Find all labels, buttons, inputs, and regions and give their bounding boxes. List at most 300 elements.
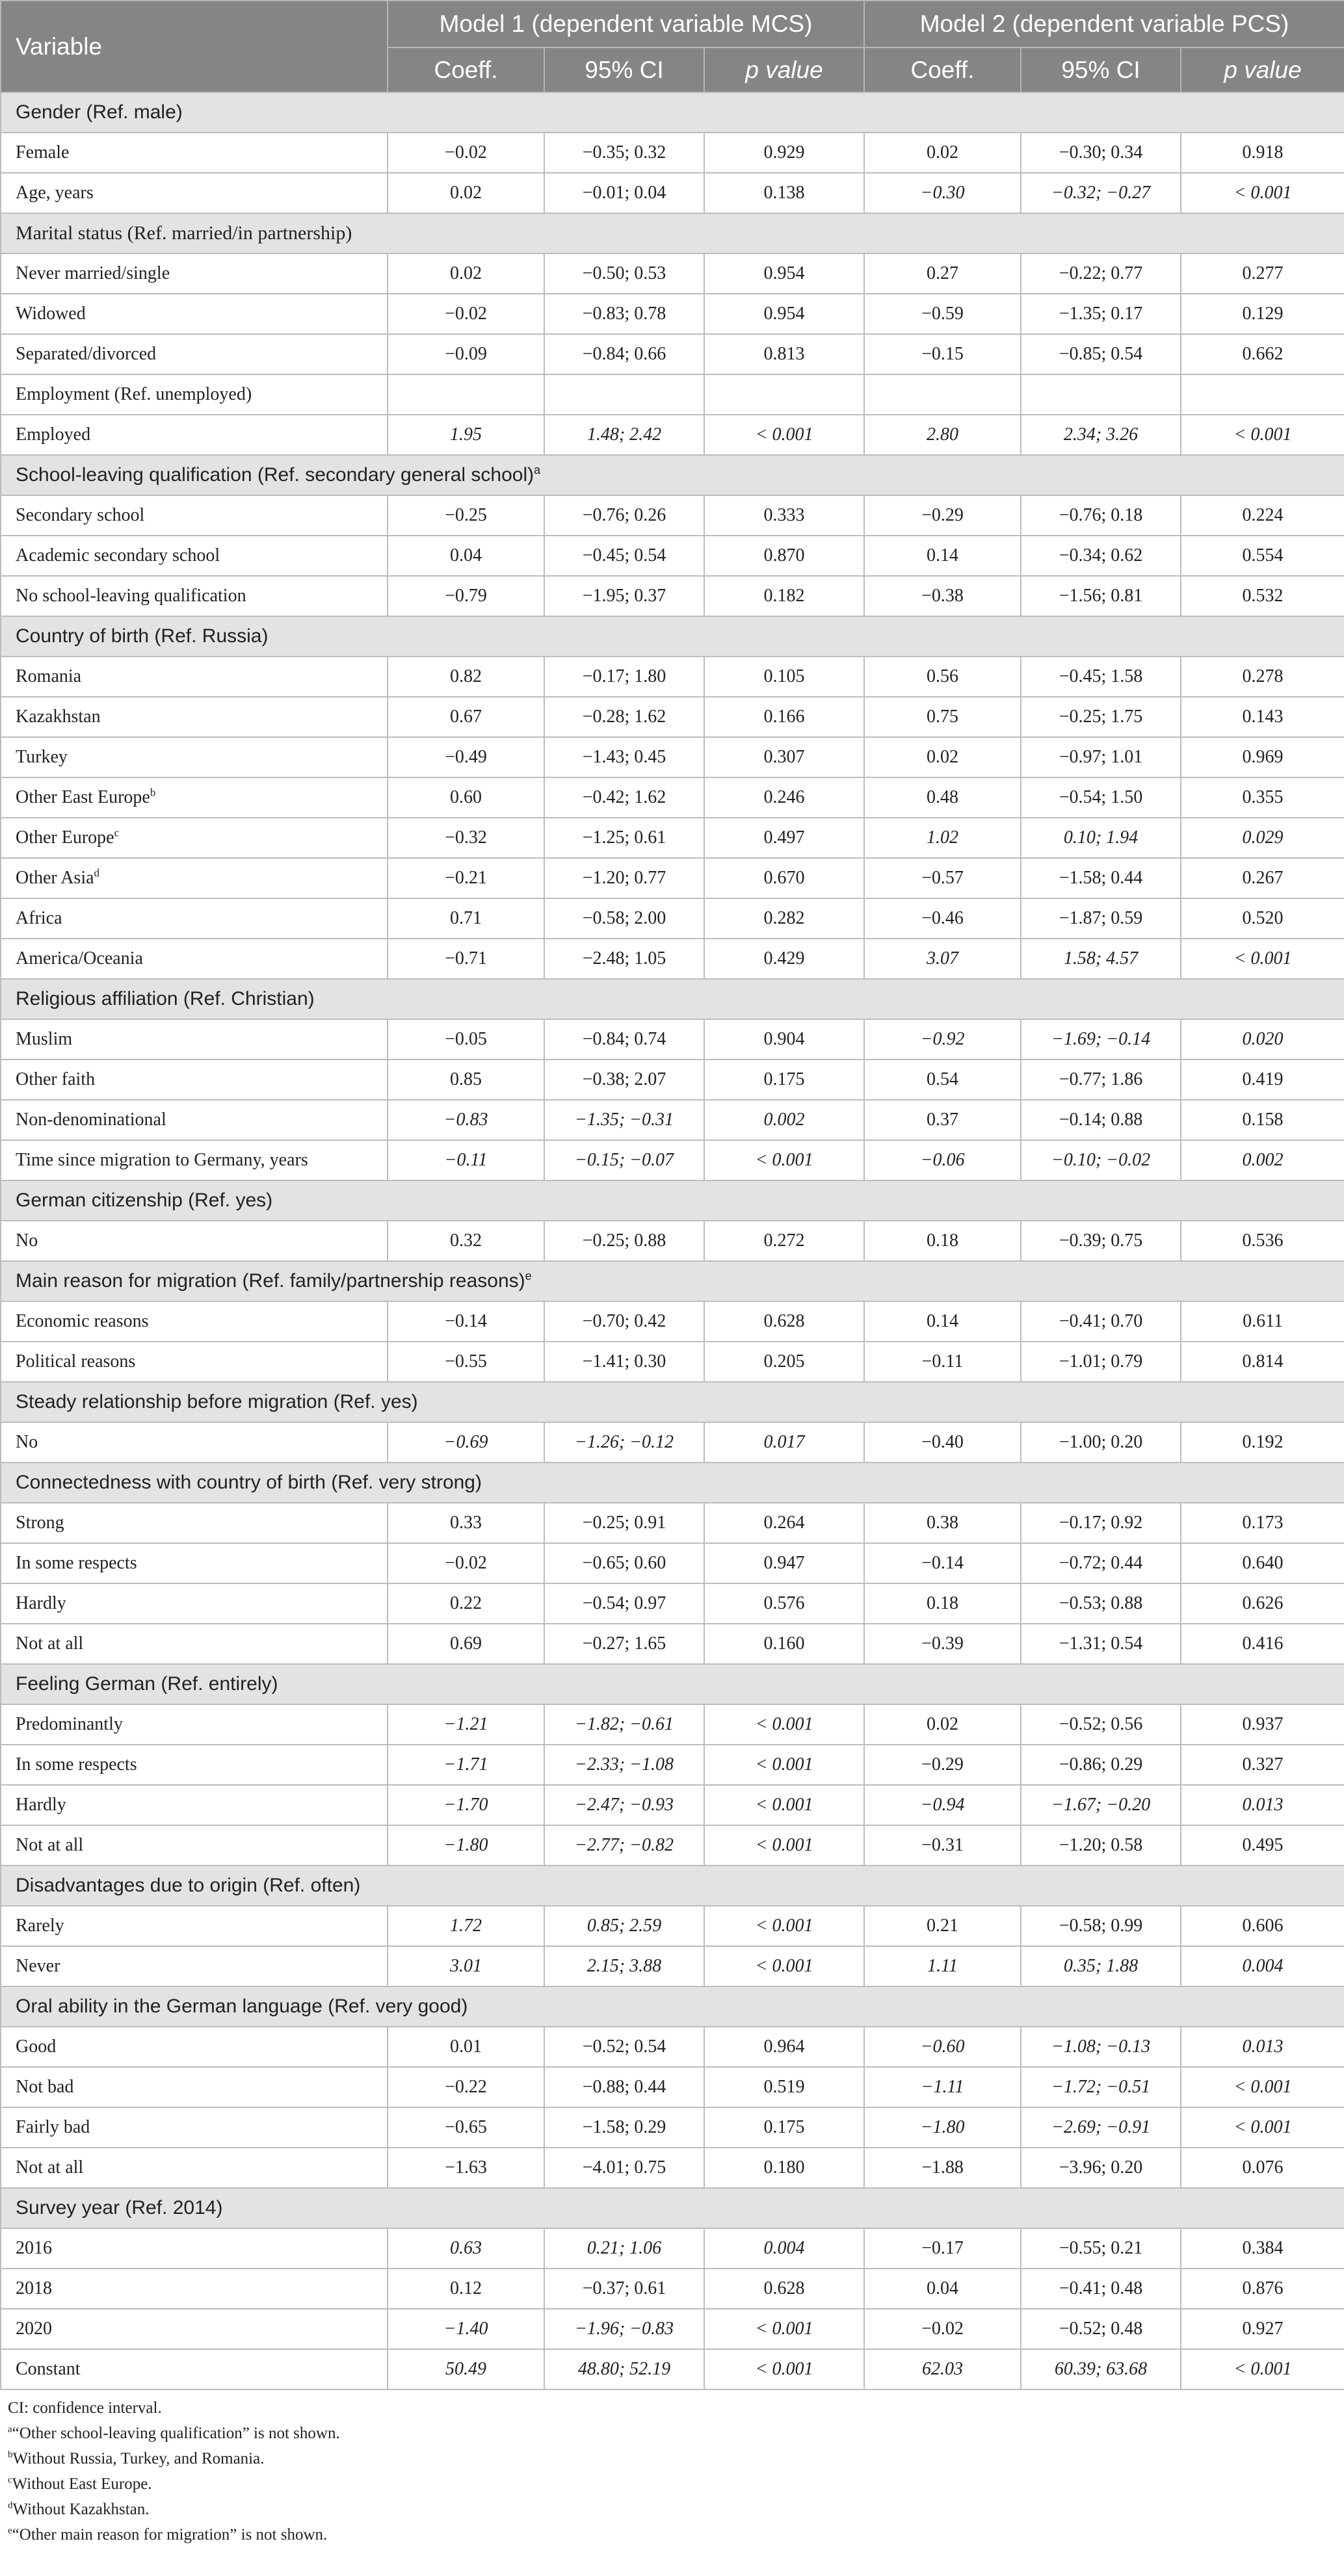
model1-p-cell: < 0.001	[704, 1745, 864, 1785]
model2-coeff-cell: 0.27	[864, 254, 1021, 294]
row-label-text: Employment (Ref. unemployed)	[16, 384, 252, 404]
model2-coeff-cell: −1.11	[864, 2067, 1021, 2107]
model2-p-cell: 0.384	[1181, 2228, 1344, 2269]
row-label	[1, 1342, 388, 1382]
model2-ci-cell: −1.08; −0.13	[1021, 2027, 1181, 2067]
model2-p-cell: 0.020	[1181, 1019, 1344, 1060]
row-label-text: Widowed	[16, 304, 86, 324]
row-label-text: Other East Europe	[16, 787, 150, 807]
model2-ci-cell: −0.76; 0.18	[1021, 495, 1181, 536]
row-label-text: Secondary school	[16, 505, 145, 525]
model1-ci-cell: −1.41; 0.30	[544, 1342, 704, 1382]
row-label	[1, 2148, 388, 2188]
table-row	[1, 2027, 1344, 2067]
model1-p-cell: < 0.001	[704, 1140, 864, 1180]
section-label	[1, 1382, 1344, 1422]
row-label-text: In some respects	[16, 1754, 137, 1775]
row-label	[1, 1906, 388, 1946]
section-label-text: Country of birth (Ref. Russia)	[16, 625, 269, 647]
model2-ci-cell: −0.32; −0.27	[1021, 173, 1181, 213]
model2-ci-cell: −0.52; 0.56	[1021, 1704, 1181, 1745]
model2-p-cell: 0.640	[1181, 1543, 1344, 1583]
table-row	[1, 1221, 1344, 1261]
row-label-text: Other faith	[16, 1069, 96, 1089]
model2-coeff-cell: 0.14	[864, 536, 1021, 576]
model1-coeff-cell: −1.21	[388, 1704, 544, 1745]
model1-ci-cell: −0.88; 0.44	[544, 2067, 704, 2107]
model2-ci-cell: −1.56; 0.81	[1021, 576, 1181, 616]
model1-p-cell: 0.929	[704, 133, 864, 173]
model1-ci-header: 95% CI	[544, 47, 704, 92]
model1-coeff-cell: −0.05	[388, 1019, 544, 1060]
section-row	[1, 1180, 1344, 1221]
model1-ci-cell: −0.84; 0.66	[544, 334, 704, 374]
model1-coeff-cell: −0.83	[388, 1100, 544, 1140]
model2-coeff-cell: 0.18	[864, 1221, 1021, 1261]
table-body	[1, 92, 1344, 2389]
model2-ci-cell: 0.10; 1.94	[1021, 818, 1181, 858]
model1-ci-cell: −1.20; 0.77	[544, 858, 704, 898]
model2-ci-cell: −0.14; 0.88	[1021, 1100, 1181, 1140]
model2-p-cell: 0.662	[1181, 334, 1344, 374]
row-label	[1, 495, 388, 536]
model1-p-cell: 0.429	[704, 939, 864, 979]
model2-coeff-cell: 0.75	[864, 697, 1021, 737]
model2-p-cell: 0.327	[1181, 1745, 1344, 1785]
model1-p-cell: 0.175	[704, 2107, 864, 2148]
model1-p-cell: 0.105	[704, 657, 864, 697]
footnote-text: Without East Europe.	[12, 2475, 152, 2493]
table-row	[1, 294, 1344, 334]
model2-coeff-cell: −0.57	[864, 858, 1021, 898]
model2-p-cell: < 0.001	[1181, 415, 1344, 455]
table-row	[1, 334, 1344, 374]
row-label	[1, 173, 388, 213]
model2-coeff-cell: 0.37	[864, 1100, 1021, 1140]
model2-p-cell: 0.355	[1181, 777, 1344, 818]
model1-p-header: p value	[704, 47, 864, 92]
row-label	[1, 1583, 388, 1624]
table-row	[1, 1060, 1344, 1100]
model2-coeff-cell: −0.11	[864, 1342, 1021, 1382]
model1-coeff-cell: −0.71	[388, 939, 544, 979]
model2-p-cell: 0.536	[1181, 1221, 1344, 1261]
table-row	[1, 1019, 1344, 1060]
model1-ci-cell: −1.58; 0.29	[544, 2107, 704, 2148]
model1-coeff-cell: −0.02	[388, 294, 544, 334]
model1-coeff-cell: −0.11	[388, 1140, 544, 1180]
section-row	[1, 2188, 1344, 2228]
table-row	[1, 1906, 1344, 1946]
model1-p-cell: 0.160	[704, 1624, 864, 1664]
table-row	[1, 415, 1344, 455]
table-row	[1, 2269, 1344, 2309]
model2-coeff-cell: 62.03	[864, 2349, 1021, 2389]
model1-coeff-cell: 0.22	[388, 1583, 544, 1624]
model1-p-cell: 0.670	[704, 858, 864, 898]
model2-ci-cell: −2.69; −0.91	[1021, 2107, 1181, 2148]
model1-p-cell: 0.628	[704, 1301, 864, 1342]
model1-p-cell: 0.180	[704, 2148, 864, 2188]
model2-ci-cell: −0.55; 0.21	[1021, 2228, 1181, 2269]
model1-coeff-cell: 0.71	[388, 898, 544, 939]
footnote-marker: e	[525, 1269, 532, 1282]
model2-p-cell	[1181, 374, 1344, 415]
model2-ci-cell: −1.31; 0.54	[1021, 1624, 1181, 1664]
model2-p-cell: 0.495	[1181, 1825, 1344, 1866]
footnote-text: “Other main reason for migration” is not shown.	[12, 2526, 328, 2543]
row-label-text: Not at all	[16, 1835, 84, 1855]
model2-p-cell: 0.626	[1181, 1583, 1344, 1624]
model2-ci-cell: −0.41; 0.70	[1021, 1301, 1181, 1342]
row-label	[1, 1503, 388, 1543]
section-label-text: German citizenship (Ref. yes)	[16, 1190, 273, 1211]
model2-ci-cell: −1.20; 0.58	[1021, 1825, 1181, 1866]
model2-ci-header: 95% CI	[1021, 47, 1181, 92]
model2-coeff-cell: −0.92	[864, 1019, 1021, 1060]
footnote-marker: e	[8, 2525, 12, 2536]
row-label-text: Kazakhstan	[16, 707, 101, 727]
table-row	[1, 737, 1344, 777]
model2-ci-cell: −0.77; 1.86	[1021, 1060, 1181, 1100]
model2-ci-cell: 2.34; 3.26	[1021, 415, 1181, 455]
model1-coeff-cell: 0.33	[388, 1503, 544, 1543]
table-row	[1, 858, 1344, 898]
table-row	[1, 1745, 1344, 1785]
model1-coeff-cell: 0.32	[388, 1221, 544, 1261]
table-row	[1, 173, 1344, 213]
row-label	[1, 939, 388, 979]
row-label-text: Africa	[16, 908, 62, 928]
model1-ci-cell: −2.47; −0.93	[544, 1785, 704, 1825]
model1-ci-cell: −1.35; −0.31	[544, 1100, 704, 1140]
model2-ci-cell: −0.85; 0.54	[1021, 334, 1181, 374]
table-row	[1, 1100, 1344, 1140]
section-label-text: Survey year (Ref. 2014)	[16, 2197, 223, 2218]
model1-p-cell: 0.182	[704, 576, 864, 616]
model2-ci-cell: −0.52; 0.48	[1021, 2309, 1181, 2349]
model2-p-cell: < 0.001	[1181, 2067, 1344, 2107]
row-label-text: Hardly	[16, 1593, 66, 1613]
model1-coeff-cell: −1.70	[388, 1785, 544, 1825]
row-label	[1, 1624, 388, 1664]
section-label-text: Religious affiliation (Ref. Christian)	[16, 988, 315, 1009]
row-label	[1, 737, 388, 777]
footnote	[8, 2522, 1334, 2547]
row-label-text: Other Europe	[16, 827, 114, 848]
model1-coeff-cell: −1.63	[388, 2148, 544, 2188]
table-row	[1, 1140, 1344, 1180]
model1-p-cell: 0.017	[704, 1422, 864, 1463]
model2-p-cell: < 0.001	[1181, 2107, 1344, 2148]
model1-ci-cell: −0.28; 1.62	[544, 697, 704, 737]
row-label-text: 2020	[16, 2319, 52, 2339]
row-label-text: Other Asia	[16, 868, 94, 888]
row-label	[1, 2309, 388, 2349]
model1-ci-cell: −1.95; 0.37	[544, 576, 704, 616]
model2-ci-cell: −1.67; −0.20	[1021, 1785, 1181, 1825]
model1-coeff-cell: 1.72	[388, 1906, 544, 1946]
row-label-text: Political reasons	[16, 1351, 136, 1372]
model2-p-cell: < 0.001	[1181, 2349, 1344, 2389]
model2-coeff-cell: 0.48	[864, 777, 1021, 818]
model1-p-cell: 0.628	[704, 2269, 864, 2309]
table-row	[1, 1624, 1344, 1664]
model1-coeff-cell: −0.55	[388, 1342, 544, 1382]
row-label-text: Constant	[16, 2359, 81, 2379]
model1-coeff-cell: 1.95	[388, 415, 544, 455]
footnote-text: Without Russia, Turkey, and Romania.	[12, 2450, 265, 2467]
model1-coeff-cell: −0.49	[388, 737, 544, 777]
model2-ci-cell: −0.72; 0.44	[1021, 1543, 1181, 1583]
model1-ci-cell: −0.38; 2.07	[544, 1060, 704, 1100]
section-label-text: School-leaving qualification (Ref. secondary general school)	[16, 464, 534, 486]
model2-ci-cell	[1021, 374, 1181, 415]
table-row	[1, 254, 1344, 294]
model1-ci-cell: −0.65; 0.60	[544, 1543, 704, 1583]
model2-p-cell: < 0.001	[1181, 939, 1344, 979]
footnote-marker: d	[8, 2500, 13, 2511]
model1-ci-cell: 0.85; 2.59	[544, 1906, 704, 1946]
model1-p-cell: 0.333	[704, 495, 864, 536]
model2-ci-cell: −1.69; −0.14	[1021, 1019, 1181, 1060]
section-label	[1, 979, 1344, 1019]
model1-p-cell: 0.246	[704, 777, 864, 818]
model1-ci-cell: −1.43; 0.45	[544, 737, 704, 777]
model1-coeff-cell: 0.02	[388, 173, 544, 213]
model2-coeff-cell: −0.29	[864, 495, 1021, 536]
section-row	[1, 979, 1344, 1019]
model1-p-cell: 0.964	[704, 2027, 864, 2067]
row-label-text: Never	[16, 1956, 60, 1976]
model1-coeff-cell: 0.69	[388, 1624, 544, 1664]
model2-coeff-cell: 1.11	[864, 1946, 1021, 1986]
section-row	[1, 616, 1344, 657]
model1-p-cell: < 0.001	[704, 1704, 864, 1745]
model1-coeff-cell: −0.02	[388, 133, 544, 173]
section-label-text: Oral ability in the German language (Ref. very good)	[16, 1996, 468, 2017]
model2-header: Model 2 (dependent variable PCS)	[864, 1, 1344, 47]
section-label	[1, 455, 1344, 495]
table-row	[1, 1422, 1344, 1463]
model1-p-cell: < 0.001	[704, 1946, 864, 1986]
table-row	[1, 1503, 1344, 1543]
model1-ci-cell: −2.77; −0.82	[544, 1825, 704, 1866]
footnote-text: CI: confidence interval.	[8, 2399, 162, 2417]
row-label-text: Hardly	[16, 1795, 66, 1815]
model1-p-cell: < 0.001	[704, 2309, 864, 2349]
model1-ci-cell: −0.42; 1.62	[544, 777, 704, 818]
row-label	[1, 898, 388, 939]
section-label-text: Main reason for migration (Ref. family/partnership reasons)	[16, 1270, 525, 1292]
row-label	[1, 133, 388, 173]
model1-coeff-cell: −1.40	[388, 2309, 544, 2349]
row-label	[1, 1785, 388, 1825]
row-label	[1, 576, 388, 616]
model2-coeff-cell: 0.02	[864, 737, 1021, 777]
table-row	[1, 2309, 1344, 2349]
row-label	[1, 777, 388, 818]
section-row	[1, 1866, 1344, 1906]
model2-coeff-cell: −1.80	[864, 2107, 1021, 2148]
section-row	[1, 1261, 1344, 1301]
model1-ci-cell: −0.15; −0.07	[544, 1140, 704, 1180]
model1-p-cell: 0.282	[704, 898, 864, 939]
row-label	[1, 1019, 388, 1060]
model1-coeff-cell: −0.02	[388, 1543, 544, 1583]
row-label	[1, 254, 388, 294]
model1-coeff-cell: 0.04	[388, 536, 544, 576]
row-label	[1, 697, 388, 737]
model2-ci-cell: −1.35; 0.17	[1021, 294, 1181, 334]
footnote	[8, 2446, 1334, 2471]
model2-coeff-cell: 0.14	[864, 1301, 1021, 1342]
model1-header: Model 1 (dependent variable MCS)	[388, 1, 864, 47]
model2-p-cell: 0.004	[1181, 1946, 1344, 1986]
row-label	[1, 2228, 388, 2269]
model2-p-cell: 0.419	[1181, 1060, 1344, 1100]
model1-ci-cell: 48.80; 52.19	[544, 2349, 704, 2389]
header-row	[1, 1, 1344, 47]
model2-p-cell: 0.611	[1181, 1301, 1344, 1342]
table-row	[1, 495, 1344, 536]
table-row	[1, 133, 1344, 173]
model1-ci-cell: −0.35; 0.32	[544, 133, 704, 173]
model1-coeff-cell: −0.22	[388, 2067, 544, 2107]
model2-p-cell: 0.267	[1181, 858, 1344, 898]
model2-coeff-cell: −0.14	[864, 1543, 1021, 1583]
model2-ci-cell: −0.17; 0.92	[1021, 1503, 1181, 1543]
model2-coeff-cell: −0.31	[864, 1825, 1021, 1866]
model1-coeff-cell	[388, 374, 544, 415]
model1-p-cell: 0.813	[704, 334, 864, 374]
section-label-text: Marital status (Ref. married/in partnership)	[16, 222, 352, 244]
row-label	[1, 1140, 388, 1180]
row-label-text: Female	[16, 142, 70, 163]
section-row	[1, 1986, 1344, 2027]
model2-coeff-cell: −0.02	[864, 2309, 1021, 2349]
model1-ci-cell: −0.37; 0.61	[544, 2269, 704, 2309]
model1-p-cell: 0.138	[704, 173, 864, 213]
footnote-marker: a	[8, 2424, 12, 2435]
model2-p-cell: 0.129	[1181, 294, 1344, 334]
section-row	[1, 1382, 1344, 1422]
model1-ci-cell: −1.25; 0.61	[544, 818, 704, 858]
table-row	[1, 898, 1344, 939]
table-row	[1, 1704, 1344, 1745]
table-row	[1, 939, 1344, 979]
table-row	[1, 2349, 1344, 2389]
model2-coeff-cell: 3.07	[864, 939, 1021, 979]
row-label	[1, 1060, 388, 1100]
model1-coeff-cell: 50.49	[388, 2349, 544, 2389]
row-label	[1, 1825, 388, 1866]
model1-p-cell: 0.175	[704, 1060, 864, 1100]
model2-ci-cell: −1.01; 0.79	[1021, 1342, 1181, 1382]
row-label	[1, 2269, 388, 2309]
row-label-text: Rarely	[16, 1916, 64, 1936]
row-label	[1, 657, 388, 697]
row-label-text: In some respects	[16, 1553, 137, 1573]
row-label-text: Not at all	[16, 2157, 84, 2178]
section-label-text: Disadvantages due to origin (Ref. often)	[16, 1875, 361, 1896]
model2-ci-cell: −0.45; 1.58	[1021, 657, 1181, 697]
row-label-text: Muslim	[16, 1029, 73, 1049]
model2-coeff-cell	[864, 374, 1021, 415]
model1-p-cell: 0.954	[704, 254, 864, 294]
model2-p-cell: 0.876	[1181, 2269, 1344, 2309]
model1-p-cell: 0.205	[704, 1342, 864, 1382]
section-label-text: Gender (Ref. male)	[16, 101, 183, 123]
model2-coeff-cell: −1.88	[864, 2148, 1021, 2188]
model2-ci-cell: −1.72; −0.51	[1021, 2067, 1181, 2107]
model2-p-cell: 0.554	[1181, 536, 1344, 576]
section-label-text: Connectedness with country of birth (Ref. very strong)	[16, 1472, 482, 1493]
model2-p-cell: 0.158	[1181, 1100, 1344, 1140]
model1-ci-cell: −2.48; 1.05	[544, 939, 704, 979]
section-label	[1, 1664, 1344, 1704]
model1-ci-cell: −0.27; 1.65	[544, 1624, 704, 1664]
model1-p-cell: 0.004	[704, 2228, 864, 2269]
model2-coeff-header: Coeff.	[864, 47, 1021, 92]
model1-coeff-cell: −0.65	[388, 2107, 544, 2148]
table-row	[1, 1301, 1344, 1342]
row-label	[1, 1100, 388, 1140]
section-label	[1, 1866, 1344, 1906]
model1-ci-cell: −0.01; 0.04	[544, 173, 704, 213]
table-row	[1, 1785, 1344, 1825]
model1-ci-cell: −0.17; 1.80	[544, 657, 704, 697]
model2-coeff-cell: −0.38	[864, 576, 1021, 616]
section-label	[1, 1261, 1344, 1301]
model2-ci-cell: −0.34; 0.62	[1021, 536, 1181, 576]
footnote-marker: d	[94, 866, 99, 879]
model1-coeff-cell: 0.02	[388, 254, 544, 294]
section-row	[1, 1463, 1344, 1503]
model2-coeff-cell: −0.60	[864, 2027, 1021, 2067]
footnote-marker: a	[534, 463, 541, 476]
model2-p-cell: 0.143	[1181, 697, 1344, 737]
table-row	[1, 374, 1344, 415]
model1-coeff-cell: 0.60	[388, 777, 544, 818]
model1-p-cell: 0.870	[704, 536, 864, 576]
model2-coeff-cell: 2.80	[864, 415, 1021, 455]
table-row	[1, 536, 1344, 576]
model2-p-cell: 0.002	[1181, 1140, 1344, 1180]
model2-ci-cell: −1.58; 0.44	[1021, 858, 1181, 898]
table-row	[1, 1583, 1344, 1624]
model1-p-cell: 0.307	[704, 737, 864, 777]
model1-coeff-cell: 0.01	[388, 2027, 544, 2067]
section-label	[1, 92, 1344, 133]
row-label	[1, 2067, 388, 2107]
row-label	[1, 818, 388, 858]
model1-p-cell: < 0.001	[704, 415, 864, 455]
section-label	[1, 1180, 1344, 1221]
model2-coeff-cell: −0.46	[864, 898, 1021, 939]
model2-coeff-cell: −0.39	[864, 1624, 1021, 1664]
model2-coeff-cell: 0.02	[864, 133, 1021, 173]
model2-coeff-cell: 0.38	[864, 1503, 1021, 1543]
row-label	[1, 1543, 388, 1583]
model2-p-cell: 0.927	[1181, 2309, 1344, 2349]
model1-ci-cell: −1.82; −0.61	[544, 1704, 704, 1745]
model2-ci-cell: −0.39; 0.75	[1021, 1221, 1181, 1261]
model1-coeff-cell: −0.25	[388, 495, 544, 536]
model1-ci-cell: −0.25; 0.91	[544, 1503, 704, 1543]
model1-p-cell: < 0.001	[704, 2349, 864, 2389]
model2-ci-cell: 0.35; 1.88	[1021, 1946, 1181, 1986]
